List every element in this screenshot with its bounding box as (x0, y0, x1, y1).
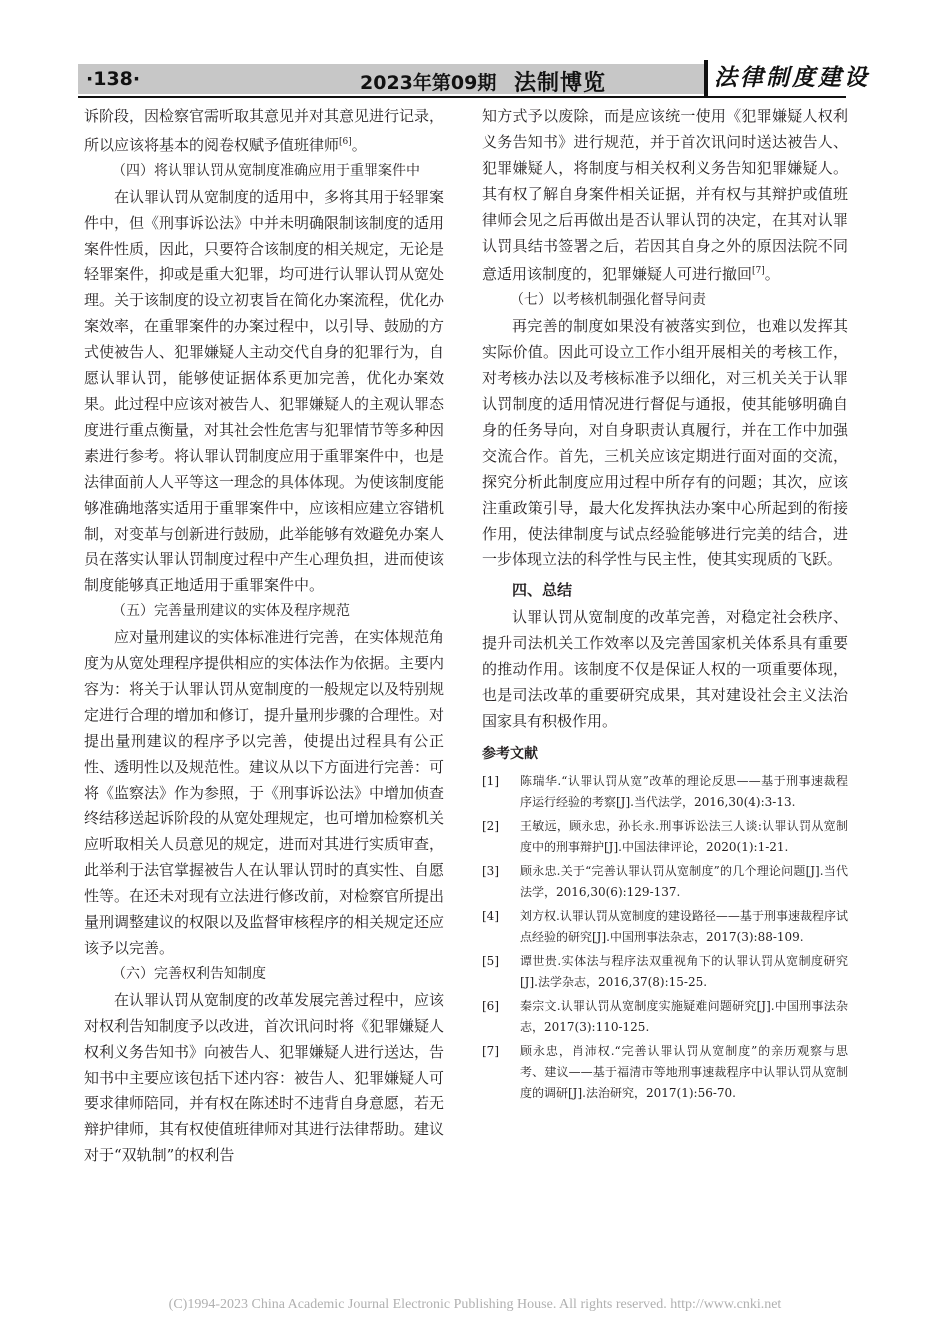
journal-title: 法制博览 (514, 71, 607, 96)
page-number: ·138· (86, 68, 141, 90)
reference-item: [1] 陈瑞华.“认罪认罚从宽”改革的理论反思——基于刑事速裁程序运行经验的考察[J].当代法学，2016,30(4):3-13. (482, 773, 848, 809)
paragraph: 在认罪认罚从宽制度的改革发展完善过程中，应该对权利告知制度予以改进，首次讯问时将《犯罪嫌疑人权利义务告知书》向被告人、犯罪嫌疑人进行送达，告知书中主要应该包括下述内容：被告人、犯罪嫌疑人可要求律师陪同，并有权在陈述时不违背自身意愿，若无辩护律师，其有权使值班律师对其进行法律帮助。建议对于“双轨制”的权利告 (84, 990, 445, 1165)
reference-item: [7] 顾永忠，肖沛权.“完善认罪认罚从宽制度”的亲历观察与思考、建议——基于福清市等地刑事速裁程序中认罪认罚从宽制度的调研[J].法治研究，2017(1):56-70. (482, 1043, 848, 1100)
paragraph: 再完善的制度如果没有被落实到位，也难以发挥其实际价值。因此可设立工作小组开展相关的考核工作，对考核办法以及考核标准予以细化，对三机关关于认罪认罚制度的适用情况进行督促与通报，使其能够明确自身的任务导向，对自身职责认真履行，并在工作中加强交流合作。首先，三机关应该定期进行面对面的交流，探究分析此制度应用过程中所存有的问题；其次，应该注重政策引导，最大化发挥执法办案中心所起到的衔接作用，使法律制度与试点经验能够进行完美的结合，进一步体现立法的科学性与民主性，使其实现质的飞跃。 (482, 317, 848, 569)
paragraph: 应对量刑建议的实体标准进行完善，在实体规范角度为从宽处理程序提供相应的实体法作为依据。主要内容为：将关于认罪认罚从宽制度的一般规定以及特别规定进行合理的增加和修订，提升量刑步骤的合理性。对提出量刑建议的程序予以完善，使提出过程具有公正性、透明性以及规范性。建议从以下方面进行完善：可将《监察法》作为参照，于《刑事诉讼法》中增加侦查终结移送起诉阶段的从宽处理规定，也可增加检察机关应听取相关人员意见的规定，进而对其进行实质审查，此举利于法官掌握被告人在认罪认罚时的真实性、自愿性等。在还未对现有立法进行修改前，对检察官所提出量刑调整建议的权限以及监督审核程序的相关规定还应该予以完善。 (84, 628, 445, 957)
subsection-heading: （七）以考核机制强化督导问责 (510, 292, 706, 309)
references-title: 参考文献 (482, 745, 538, 762)
reference-item: [4] 刘方权.认罪认罚从宽制度的建设路径——基于刑事速裁程序试点经验的研究[J].中国刑事法杂志，2017(3):88-109. (482, 908, 848, 944)
right-column (482, 104, 848, 1107)
subsection-heading: （六）完善权利告知制度 (112, 965, 266, 982)
citation: [7] (752, 266, 765, 277)
reference-list (482, 771, 848, 1104)
reference-item: [6] 秦宗文.认罪认罚从宽制度实施疑难问题研究[J].中国刑事法杂志，2017(3):110-125. (482, 998, 848, 1034)
copyright-footer: (C)1994-2023 China Academic Journal Electronic Publishing House. All rights reserved. http://www.cnki.net (168, 1297, 782, 1312)
section-heading: 四、总结 (512, 581, 573, 600)
paragraph: 认罪认罚从宽制度的改革完善，对稳定社会秩序、提升司法机关工作效率以及完善国家机关体系具有重要的推动作用。该制度不仅是保证人权的一项重要体现，也是司法改革的重要研究成果，其对建设社会主义法治国家具有积极作用。 (482, 608, 848, 730)
paragraph: 诉阶段，因检察官需听取其意见并对其意见进行记录，所以应该将基本的阅卷权赋予值班律师[6]。 (84, 107, 445, 154)
page-header (78, 64, 870, 98)
column-brand: 法律制度建设 (704, 60, 848, 96)
paragraph: 知方式予以废除，而是应该统一使用《犯罪嫌疑人权利义务告知书》进行规范，并于首次讯问时送达被告人、犯罪嫌疑人，将制度与相关权利义务告知犯罪嫌疑人。其有权了解自身案件相关证据，并有权与其辩护或值班律师会见之后再做出是否认罪认罚的决定，在其对认罪认罚具结书签署之后，若因其自身之外的原因法院不同意适用该制度的，犯罪嫌疑人可进行撤回[7]。 (482, 107, 848, 284)
reference-item: [2] 王敏远，顾永忠，孙长永.刑事诉讼法三人谈:认罪认罚从宽制度中的刑事辩护[J].中国法律评论，2020(1):1-21. (482, 818, 848, 854)
header-rule (78, 96, 846, 98)
reference-item: [3] 顾永忠.关于“完善认罪认罚从宽制度”的几个理论问题[J].当代法学，2016,30(6):129-137. (482, 863, 848, 899)
citation: [6] (339, 136, 352, 147)
issue-label: 2023年第09期 (360, 72, 497, 94)
subsection-heading: （五）完善量刑建议的实体及程序规范 (112, 603, 350, 620)
subsection-heading: （四）将认罪认罚从宽制度准确应用于重罪案件中 (112, 162, 420, 179)
paragraph: 在认罪认罚从宽制度的适用中，多将其用于轻罪案件中，但《刑事诉讼法》中并未明确限制该制度的适用案件性质，因此，只要符合该制度的相关规定，无论是轻罪案件，抑或是重大犯罪，均可进行认罪认罚从宽处理。关于该制度的设立初衷旨在简化办案流程，优化办案效率，在重罪案件的办案过程中，以引导、鼓励的方式使被告人、犯罪嫌疑人主动交代自身的犯罪行为，自愿认罪认罚，能够使证据体系更加完善，优化办案效果。此过程中应该对被告人、犯罪嫌疑人的主观认罪态度进行重点衡量，对其社会性危害与犯罪情节等多种因素进行参考。将认罪认罚制度应用于重罪案件中，也是法律面前人人平等这一理念的具体体现。为使该制度能够准确地落实适用于重罪案件中，应该相应建立容错机制，对变革与创新进行鼓励，此举能够有效避免办案人员在落实认罪认罚制度过程中产生心理负担，进而使该制度能够真正地适用于重罪案件中。 (84, 187, 445, 595)
left-column (84, 104, 444, 1169)
reference-item: [5] 谭世贵.实体法与程序法双重视角下的认罪认罚从宽制度研究[J].法学杂志，2016,37(8):15-25. (482, 953, 848, 989)
